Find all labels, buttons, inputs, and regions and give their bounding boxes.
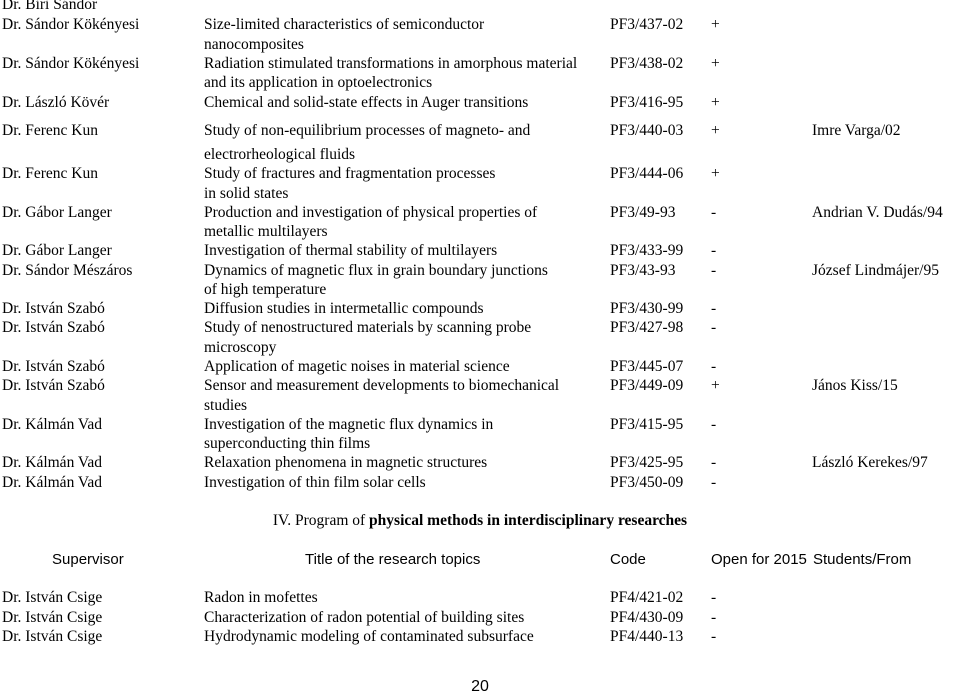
open-cell: - — [711, 454, 717, 471]
supervisor-name: Dr. Biri Sándor — [2, 0, 98, 13]
table-row — [0, 376, 960, 396]
supervisor-cell: Dr. Sándor Mészáros — [2, 262, 133, 279]
table-row — [0, 203, 960, 223]
title-cell: electrorheological fluids — [204, 146, 356, 163]
code-cell: PF3/427-98 — [610, 319, 684, 336]
supervisor-cell: Dr. Gábor Langer — [2, 242, 112, 259]
section-title-prefix: IV. Program of — [272, 512, 370, 529]
open-cell: - — [711, 300, 717, 317]
title-cell: in solid states — [204, 185, 289, 202]
title-cell: Diffusion studies in intermetallic compounds — [204, 300, 484, 317]
code-cell: PF3/444-06 — [610, 165, 684, 182]
open-cell: - — [711, 242, 717, 259]
open-cell: - — [711, 609, 717, 626]
table-row-continuation — [0, 338, 960, 358]
title-cell: Chemical and solid-state effects in Auger transitions — [204, 94, 529, 111]
open-cell: - — [711, 416, 717, 433]
table-row-continuation — [0, 222, 960, 242]
table-row — [0, 627, 960, 647]
table-row — [0, 164, 960, 184]
open-cell: - — [711, 358, 717, 375]
title-cell: Investigation of thermal stability of multilayers — [204, 242, 498, 259]
open-cell: - — [711, 628, 717, 645]
code-cell: PF3/415-95 — [610, 416, 684, 433]
student-cell: Andrian V. Dudás/94 — [812, 204, 943, 221]
table-row-continuation — [0, 434, 960, 454]
open-cell: + — [711, 377, 720, 394]
code-cell: PF3/433-99 — [610, 242, 684, 259]
title-cell: and its application in optoelectronics — [204, 74, 433, 91]
table-row — [0, 318, 960, 338]
title-cell: Production and investigation of physical properties of — [204, 204, 538, 221]
supervisor-cell: Dr. Kálmán Vad — [2, 416, 103, 433]
open-cell: + — [711, 122, 720, 139]
code-cell: PF3/416-95 — [610, 94, 684, 111]
code-cell: PF3/445-07 — [610, 358, 684, 375]
header-students: Students/From — [813, 551, 912, 568]
header-open: Open for 2015 — [711, 551, 807, 568]
header-title: Title of the research topics — [305, 551, 481, 568]
title-cell: nanocomposites — [204, 36, 304, 53]
title-cell: Hydrodynamic modeling of contaminated subsurface — [204, 628, 534, 645]
open-cell: - — [711, 262, 717, 279]
open-cell: - — [711, 474, 717, 491]
table-row — [0, 54, 960, 74]
code-cell: PF4/440-13 — [610, 628, 684, 645]
code-cell: PF4/421-02 — [610, 589, 684, 606]
table-row-continuation — [0, 184, 960, 204]
section-title-bold: physical methods in interdisciplinary researches — [369, 512, 688, 529]
title-cell: Radon in mofettes — [204, 589, 318, 606]
open-cell: + — [711, 55, 720, 72]
supervisor-cell: Dr. Kálmán Vad — [2, 474, 103, 491]
table-row — [0, 415, 960, 435]
open-cell: - — [711, 319, 717, 336]
section-title — [0, 511, 960, 531]
table-row-continuation — [0, 73, 960, 93]
open-cell: + — [711, 165, 720, 182]
student-cell: László Kerekes/97 — [812, 454, 928, 471]
title-cell: metallic multilayers — [204, 223, 328, 240]
code-cell: PF3/450-09 — [610, 474, 684, 491]
student-cell: János Kiss/15 — [812, 377, 898, 394]
supervisor-cell: Dr. István Csige — [2, 628, 103, 645]
code-cell: PF3/440-03 — [610, 122, 684, 139]
supervisor-cell: Dr. István Csige — [2, 589, 103, 606]
table-row — [0, 261, 960, 281]
title-cell: Relaxation phenomena in magnetic structures — [204, 454, 488, 471]
table-row — [0, 299, 960, 319]
code-cell: PF3/425-95 — [610, 454, 684, 471]
page-number: 20 — [471, 678, 489, 695]
title-cell: Sensor and measurement developments to biomechanical — [204, 377, 560, 394]
supervisor-cell: Dr. László Kövér — [2, 94, 110, 111]
student-cell: Imre Varga/02 — [812, 122, 901, 139]
code-cell: PF3/49-93 — [610, 204, 676, 221]
title-cell: Study of nenostructured materials by scanning probe — [204, 319, 532, 336]
table-row-continuation — [0, 145, 960, 165]
code-cell: PF4/430-09 — [610, 609, 684, 626]
supervisor-cell: Dr. István Szabó — [2, 377, 105, 394]
code-cell: PF3/449-09 — [610, 377, 684, 394]
title-cell: Dynamics of magnetic flux in grain boundary junctions — [204, 262, 548, 279]
table-row — [0, 357, 960, 377]
table-row — [0, 241, 960, 261]
open-cell: - — [711, 589, 717, 606]
table-row — [0, 121, 960, 141]
open-cell: - — [711, 204, 717, 221]
supervisor-cell: Dr. István Szabó — [2, 319, 105, 336]
title-cell: Size-limited characteristics of semiconductor — [204, 16, 485, 33]
code-cell: PF3/43-93 — [610, 262, 676, 279]
title-cell: Investigation of thin film solar cells — [204, 474, 426, 491]
title-cell: Study of fractures and fragmentation processes — [204, 165, 496, 182]
open-cell: + — [711, 16, 720, 33]
supervisor-cell: Dr. István Szabó — [2, 300, 105, 317]
supervisor-cell: Dr. Ferenc Kun — [2, 165, 98, 182]
table-row — [0, 93, 960, 113]
title-cell: Application of magetic noises in material science — [204, 358, 510, 375]
table-row-continuation — [0, 396, 960, 416]
table-row — [0, 453, 960, 473]
code-cell: PF3/430-99 — [610, 300, 684, 317]
title-cell: Radiation stimulated transformations in amorphous material — [204, 55, 578, 72]
supervisor-cell: Dr. István Szabó — [2, 358, 105, 375]
header-code: Code — [610, 551, 646, 568]
top-fragment-row — [0, 0, 960, 15]
header-supervisor: Supervisor — [52, 551, 124, 568]
title-cell: superconducting thin films — [204, 435, 371, 452]
title-cell: Characterization of radon potential of building sites — [204, 609, 525, 626]
title-cell: microscopy — [204, 339, 277, 356]
table-row — [0, 473, 960, 493]
title-cell: studies — [204, 397, 248, 414]
title-cell: of high temperature — [204, 281, 327, 298]
supervisor-cell: Dr. Kálmán Vad — [2, 454, 103, 471]
student-cell: József Lindmájer/95 — [812, 262, 939, 279]
table-row — [0, 15, 960, 35]
table-row-continuation — [0, 280, 960, 300]
table-row — [0, 588, 960, 608]
open-cell: + — [711, 94, 720, 111]
supervisor-cell: Dr. Sándor Kökényesi — [2, 55, 140, 72]
supervisor-cell: Dr. Gábor Langer — [2, 204, 112, 221]
title-cell: Investigation of the magnetic flux dynamics in — [204, 416, 494, 433]
code-cell: PF3/438-02 — [610, 55, 684, 72]
supervisor-cell: Dr. Ferenc Kun — [2, 122, 98, 139]
supervisor-cell: Dr. István Csige — [2, 609, 103, 626]
supervisor-cell: Dr. Sándor Kökényesi — [2, 16, 140, 33]
title-cell: Study of non-equilibrium processes of magneto- and — [204, 122, 531, 139]
table-row-continuation — [0, 35, 960, 55]
code-cell: PF3/437-02 — [610, 16, 684, 33]
table-row — [0, 608, 960, 628]
